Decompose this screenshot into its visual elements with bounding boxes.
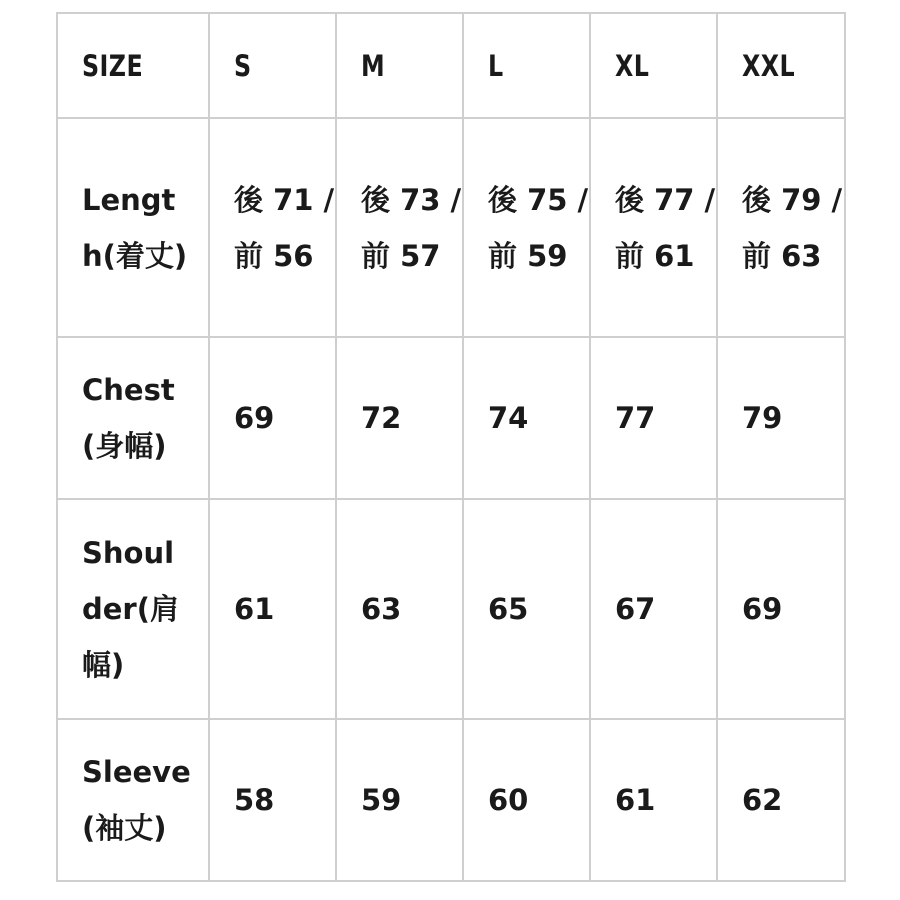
cell-length-m: 後 73 / 前 57 bbox=[336, 118, 463, 337]
cell-shoulder-m: 63 bbox=[336, 499, 463, 719]
cell-chest-xl: 77 bbox=[590, 337, 717, 499]
cell-chest-l: 74 bbox=[463, 337, 590, 499]
table-row-shoulder bbox=[57, 499, 845, 719]
cell-chest-s: 69 bbox=[209, 337, 336, 499]
table-row-sleeve bbox=[57, 719, 845, 881]
cell-chest-m: 72 bbox=[336, 337, 463, 499]
cell-length-xl: 後 77 / 前 61 bbox=[590, 118, 717, 337]
row-label-length: Length(着丈) bbox=[57, 118, 209, 337]
cell-sleeve-xl: 61 bbox=[590, 719, 717, 881]
row-label-shoulder: Shoulder(肩幅) bbox=[57, 499, 209, 719]
table-row-length bbox=[57, 118, 845, 337]
cell-shoulder-l: 65 bbox=[463, 499, 590, 719]
cell-sleeve-m: 59 bbox=[336, 719, 463, 881]
header-size-label: SIZE bbox=[57, 13, 209, 118]
row-label-sleeve: Sleeve(袖丈) bbox=[57, 719, 209, 881]
header-size-xl: XL bbox=[590, 13, 717, 118]
cell-length-xxl: 後 79 / 前 63 bbox=[717, 118, 845, 337]
header-size-l: L bbox=[463, 13, 590, 118]
cell-chest-xxl: 79 bbox=[717, 337, 845, 499]
header-size-m: M bbox=[336, 13, 463, 118]
cell-shoulder-s: 61 bbox=[209, 499, 336, 719]
header-size-s: S bbox=[209, 13, 336, 118]
cell-shoulder-xl: 67 bbox=[590, 499, 717, 719]
header-size-xxl: XXL bbox=[717, 13, 845, 118]
size-chart-table bbox=[56, 12, 846, 882]
cell-sleeve-l: 60 bbox=[463, 719, 590, 881]
table-header-row bbox=[57, 13, 845, 118]
cell-shoulder-xxl: 69 bbox=[717, 499, 845, 719]
cell-length-l: 後 75 / 前 59 bbox=[463, 118, 590, 337]
cell-length-s: 後 71 / 前 56 bbox=[209, 118, 336, 337]
cell-sleeve-xxl: 62 bbox=[717, 719, 845, 881]
table-row-chest bbox=[57, 337, 845, 499]
cell-sleeve-s: 58 bbox=[209, 719, 336, 881]
row-label-chest: Chest(身幅) bbox=[57, 337, 209, 499]
